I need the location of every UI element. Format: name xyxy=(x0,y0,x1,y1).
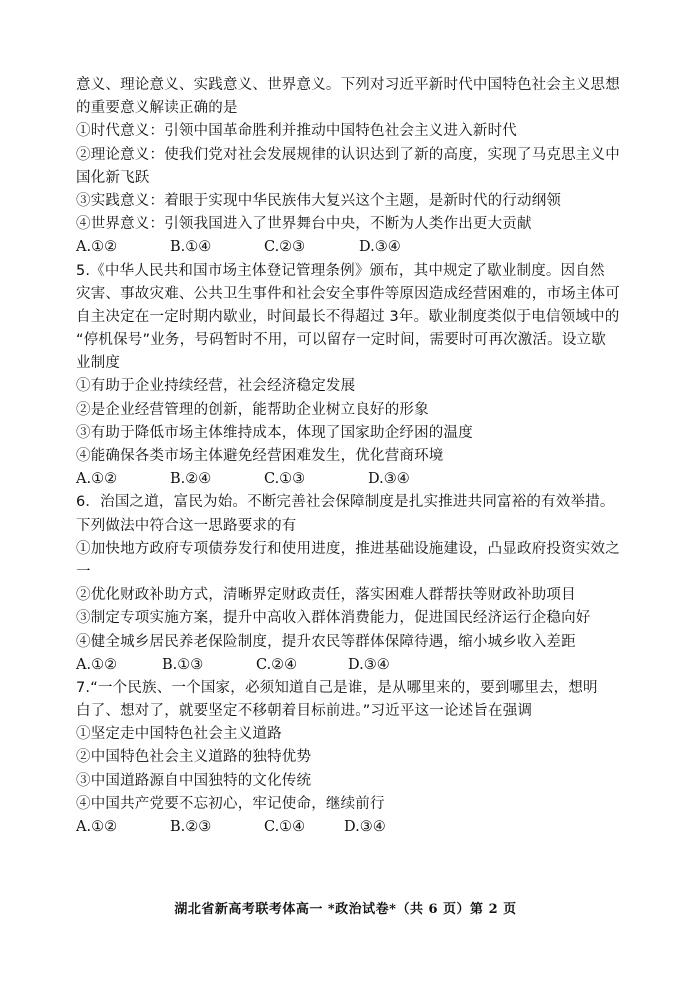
question-5-stem-line-1: 5.《中华人民共和国市场主体登记管理条例》颁布，其中规定了歇业制度。因自然 xyxy=(76,262,605,279)
question-5-option-c: C.①③ xyxy=(264,471,306,488)
question-5-option-a: A.①② xyxy=(76,471,118,488)
question-4-option-b: B.①④ xyxy=(170,239,212,256)
question-4-option-d: D.③④ xyxy=(359,239,401,256)
question-6-options xyxy=(76,654,636,677)
question-6 xyxy=(76,491,636,677)
question-7-options xyxy=(76,816,636,839)
question-5-item-2: ②是企业经营管理的创新，能帮助企业树立良好的形象 xyxy=(76,401,429,418)
question-4-stem-line-2: 的重要意义解读正确的是 xyxy=(76,100,238,117)
question-6-item-4: ④健全城乡居民养老保险制度，提升农民等群体保障待遇，缩小城乡收入差距 xyxy=(76,633,576,650)
question-5-option-b: B.②④ xyxy=(170,471,212,488)
question-6-item-2: ②优化财政补助方式，清晰界定财政责任，落实困难人群帮扶等财政补助项目 xyxy=(76,587,576,604)
exam-page xyxy=(76,74,636,839)
question-5-option-d: D.③④ xyxy=(368,471,410,488)
question-7-option-c: C.①④ xyxy=(264,819,306,835)
question-7-item-2: ②中国特色社会主义道路的独特优势 xyxy=(76,749,312,766)
question-4-options xyxy=(76,236,636,259)
question-4-item-1: ①时代意义：引领中国革命胜利并推动中国特色社会主义进入新时代 xyxy=(76,123,517,140)
question-4 xyxy=(76,74,636,260)
question-7-option-a: A.①② xyxy=(76,819,118,835)
question-4-item-3: ③实践意义：着眼于实现中华民族伟大复兴这个主题，是新时代的行动纲领 xyxy=(76,192,562,209)
question-4-item-4: ④世界意义：引领我国进入了世界舞台中央，不断为人类作出更大贡献 xyxy=(76,216,532,233)
question-4-stem-line-1: 意义、理论意义、实践意义、世界意义。下列对习近平新时代中国特色社会主义思想 xyxy=(76,77,620,93)
question-5-stem-line-5: 业制度 xyxy=(76,355,121,372)
question-7-stem-line-1: 7.“一个民族、一个国家，必须知道自己是谁，是从哪里来的，要到哪里去，想明 xyxy=(76,679,598,696)
question-6-option-b: B.①③ xyxy=(162,656,204,673)
question-5-stem-line-4: “停机保号”业务，号码暂时不用，可以留存一定时间，需要时可再次激活。设立歇 xyxy=(76,332,606,349)
question-6-item-1-cont: 一 xyxy=(76,563,91,580)
page-footer: 湖北省新高考联考体高一 *政治试卷*（共 6 页）第 2 页 xyxy=(174,902,517,917)
question-4-item-2-cont: 国化新飞跃 xyxy=(76,169,150,186)
question-6-stem-line-1: 6．治国之道，富民为始。不断完善社会保障制度是扎实推进共同富裕的有效举措。 xyxy=(76,494,615,511)
question-7-item-1: ①坚定走中国特色社会主义道路 xyxy=(76,726,282,743)
question-6-item-3: ③制定专项实施方案，提升中高收入群体消费能力，促进国民经济运行企稳向好 xyxy=(76,610,591,627)
question-6-option-a: A.①② xyxy=(76,656,118,673)
question-7-option-d: D.③④ xyxy=(344,819,386,835)
question-5 xyxy=(76,260,636,492)
question-7 xyxy=(76,677,636,839)
question-5-item-1: ①有助于企业持续经营，社会经济稳定发展 xyxy=(76,378,356,395)
question-5-stem-line-3: 自主决定在一定时期内歇业，时间最长不得超过 3年。歇业制度类似于电信领域中的 xyxy=(76,308,620,325)
question-5-item-4: ④能确保各类市场主体避免经营困难发生，优化营商环境 xyxy=(76,448,444,464)
question-5-options xyxy=(76,468,636,491)
question-4-item-2: ②理论意义：使我们党对社会发展规律的认识达到了新的高度，实现了马克思主义中 xyxy=(76,146,620,163)
question-6-stem-line-2: 下列做法中符合这一思路要求的有 xyxy=(76,517,297,534)
question-7-item-3: ③中国道路源自中国独特的文化传统 xyxy=(76,772,312,789)
question-6-option-c: C.②④ xyxy=(256,656,298,673)
question-6-option-d: D.③④ xyxy=(348,656,390,673)
question-4-option-c: C.②③ xyxy=(264,239,306,256)
question-7-item-4: ④中国共产党要不忘初心，牢记使命，继续前行 xyxy=(76,795,385,812)
question-6-item-1: ①加快地方政府专项债券发行和使用进度，推进基础设施建设，凸显政府投资实效之 xyxy=(76,540,620,557)
question-5-item-3: ③有助于降低市场主体维持成本，体现了国家助企纾困的温度 xyxy=(76,424,473,441)
question-7-option-b: B.②③ xyxy=(170,819,212,835)
question-5-stem-line-2: 灾害、事故灾难、公共卫生事件和社会安全事件等原因造成经营困难的，市场主体可 xyxy=(76,285,620,302)
question-7-stem-line-2: 白了、想对了，就要坚定不移朝着目标前进。”习近平这一论述旨在强调 xyxy=(76,703,533,720)
question-4-option-a: A.①② xyxy=(76,239,118,256)
